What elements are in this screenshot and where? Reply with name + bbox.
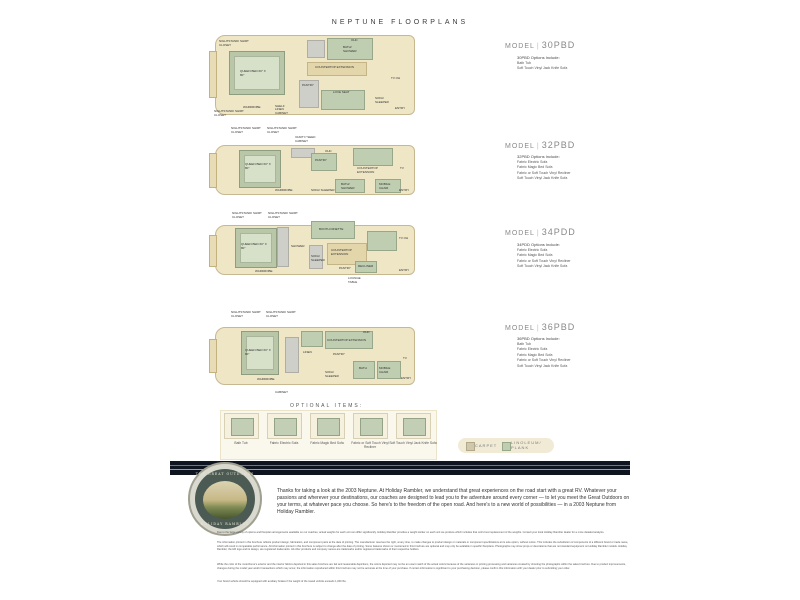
floorplan-36pbd xyxy=(215,327,415,385)
option-swatch-electric-sofa xyxy=(267,413,302,439)
linen-callout: LINEN CABINET xyxy=(275,107,289,115)
fine-print: While the color of the motorhome's exterior and the interior fabrics depicted in this sales brochure are fair and reasonable depictions, the colors depicted may not be an exact match of the actual colors because of the variances in printing processing and variances created by shooting the photographs within the sales brochure. Due to product improvements, changes during the model year and/or transactions which may occur, the information reproduced within this brochure may not be accurate at the time of your purchase. If certain information is significant to your purchasing decision, please confirm this information with your dealer prior to submitting your order. xyxy=(217,563,626,570)
option-swatch-bath-tub xyxy=(224,413,259,439)
sofa-label: SOFA/ SLEEPER xyxy=(325,370,339,378)
wardrobe-label: WARDROBE xyxy=(243,105,261,109)
floor-legend xyxy=(458,438,554,453)
counter-label: COUNTERTOP EXTENSION xyxy=(331,248,352,256)
closet-callout-2: NIGHTSTAND/ SHIRT CLOSET xyxy=(267,126,297,134)
recliner-label: RECLINER xyxy=(358,264,374,268)
dash-label: TV xyxy=(400,166,404,170)
sofa-label: SOFA/ SLEEPER xyxy=(311,254,325,262)
entry-label: ENTRY xyxy=(399,268,410,272)
bedroom-slideout xyxy=(209,51,217,98)
closet-callout: NIGHTSTAND/ SHIRT CLOSET xyxy=(232,211,262,219)
shelf-label: SHELF xyxy=(275,104,285,108)
option-caption: Fabric or Soft Touch Vinyl Recliner xyxy=(351,441,389,449)
bed-label: QUEEN BED 60" X 80" xyxy=(245,348,271,356)
dinette-label: BOOTH DINETTE xyxy=(319,227,344,231)
option-swatch-recliner xyxy=(353,413,388,439)
option-caption: Soft Touch Vinyl Jack Knife Sofa xyxy=(389,441,437,445)
closet-callout: NIGHTSTAND/ SHIRT CLOSET xyxy=(219,39,249,47)
ohc-label: OHC xyxy=(351,38,358,42)
counter-label: COUNTERTOP EXTENSION xyxy=(327,338,367,342)
dash-label: TV OH xyxy=(399,236,409,240)
ohc-label: OHC xyxy=(363,330,370,334)
options-36pbd: 36PBD Options Include: Bath Tub Fabric Electric Sofa Fabric Magic Bed Sofa Fabric or Soft Touch Vinyl Recliner Soft Touch Vinyl Jack Knife Sofa xyxy=(517,336,571,368)
option-caption: Fabric Magic Bed Sofa xyxy=(310,441,344,445)
tile-floor xyxy=(285,337,299,373)
floorplan-34pdd xyxy=(215,225,415,275)
living-area xyxy=(367,231,397,251)
fine-print: Your brand vehicle should be equipped with auxiliary brakes if the weight of the towed vehicle exceeds 1,000 lbs. xyxy=(217,580,347,583)
pantry-label: PANTRY xyxy=(315,158,327,162)
bed-label: QUEEN BED 60" X 80" xyxy=(245,162,271,170)
bath-label: BATH xyxy=(359,366,367,370)
counter-label: COUNTERTOP EXTENSION xyxy=(357,166,378,174)
great-outdoors-emblem xyxy=(188,462,262,536)
option-caption: Bath Tub xyxy=(234,441,248,445)
dash-label: TV OH xyxy=(391,76,401,80)
entry-label: ENTRY xyxy=(401,376,412,380)
options-30pbd: 30PBD Options Include: Bath Tub Soft Touch Vinyl Jack Knife Sofa xyxy=(517,55,568,70)
options-32pbd: 32PBD Options Include: Fabric Electric Sofa Fabric Magic Bed Sofa Fabric or Soft Touch Vinyl Recliner Soft Touch Vinyl Jack Knife Sofa xyxy=(517,154,571,180)
closet xyxy=(307,40,325,58)
model-heading-32pbd: MODEL | 32PBD xyxy=(505,140,576,150)
closet-callout: NIGHTSTAND/ SHIRT CLOSET xyxy=(231,126,261,134)
pantry-label: PANTRY xyxy=(302,83,314,87)
floorplan-30pbd xyxy=(215,35,415,115)
model-heading-34pdd: MODEL | 34PDD xyxy=(505,227,576,237)
closet-callout-2: NIGHTSTAND/ SHIRT CLOSET xyxy=(266,310,296,318)
option-caption: Fabric Electric Sofa xyxy=(269,441,299,445)
floorplan-32pbd xyxy=(215,145,415,195)
fine-print: Due to the large variety of options and floorplan arrangements available on our coaches, actual weights for each unit can differ significantly. Holiday Rambler provides a weight sticker on each unit we produce which includes that unit's best replacement of the weights. Consult your local Holiday Rambler dealer for a more detailed analysis. xyxy=(217,531,605,534)
carpet-swatch-icon xyxy=(466,442,475,451)
shower xyxy=(277,227,289,267)
bed-label: QUEEN BED 60" X 80" xyxy=(240,69,266,77)
sofa-label: SOFA/ SLEEPER xyxy=(375,96,389,104)
legend-carpet: CARPET xyxy=(475,443,498,448)
love-seat-label: LOVE SEAT xyxy=(333,90,350,94)
bath-room xyxy=(301,331,323,347)
wardrobe-label: WARDROBE xyxy=(275,188,293,192)
closet-callout: NIGHTSTAND/ SHIRT CLOSET xyxy=(231,310,261,318)
mobile-label: MOBILE CHAIR xyxy=(379,182,391,190)
vanity-callout: VANITY/ SEED CABINET xyxy=(295,135,316,143)
entry-label: ENTRY xyxy=(399,188,410,192)
emblem-bottom-text: HOLIDAY RAMBLER xyxy=(200,522,250,526)
pantry-label: PANTRY xyxy=(333,352,345,356)
linen-label: LINEN xyxy=(303,350,312,354)
option-swatch-magic-bed xyxy=(310,413,345,439)
lounge-callout: LOUNGE TABLE xyxy=(348,276,361,284)
shower-label: SHOWER xyxy=(291,244,305,248)
fine-print: The information printed in this brochure reflects product design, fabrication, and component parts at the date of printing. The manufacturer reserves the right, at any time, to make changes to product design or materials or component specifications at its sole option, without notice. This includes the substitution of components of a different brand or trade name, which will result in comparable performance. All information printed in this brochure is subject to change after the date of printing. Some features shown or mentioned in this brochure are optional and may only be available in specific floorplans. Photographs may show props or decorations that are not standard equipment on Holiday Rambler models. Holiday Rambler, the HR logo and its design, are registered trademarks. All other products and company names are trademarks and/or registered trademarks of their respective holders. xyxy=(217,541,629,552)
sofa-label: SOFA/ SLEEPER xyxy=(311,188,335,192)
linoleum-swatch-icon xyxy=(502,442,511,451)
bedroom-slideout xyxy=(209,339,217,373)
page-title: NEPTUNE FLOORPLANS xyxy=(331,19,469,26)
optional-items-title: OPTIONAL ITEMS: xyxy=(290,403,364,409)
counter-label: COUNTERTOP EXTENSION xyxy=(315,65,355,69)
bedroom-slideout xyxy=(209,153,217,188)
options-34pdd: 34PDD Options Include: Fabric Electric Sofa Fabric Magic Bed Sofa Fabric or Soft Touch Vinyl Recliner Soft Touch Vinyl Jack Knife Sofa xyxy=(517,242,571,268)
bath-label: BATH/ SHOWER xyxy=(341,182,355,190)
model-heading-30pbd: MODEL | 30PBD xyxy=(505,40,576,50)
wardrobe-label: WARDROBE xyxy=(255,269,273,273)
dash-label: TV xyxy=(403,356,407,360)
cabinet-callout: CABINET xyxy=(275,390,289,394)
bath-label: BATH/ SHOWER xyxy=(343,45,357,53)
bed-label: QUEEN BED 60" X 80" xyxy=(241,242,267,250)
pantry-label: PANTRY xyxy=(339,266,351,270)
entry-label: ENTRY xyxy=(395,106,406,110)
mobile-label: MOBILE CHAIR xyxy=(379,366,391,374)
closet-callout-2: NIGHTSTAND/ SHIRT CLOSET xyxy=(268,211,298,219)
bedroom-slideout xyxy=(209,235,217,267)
legend-linoleum: LINOLEUM/ PLANK xyxy=(511,440,542,450)
emblem-top-text: THE GREAT OUTDOORS xyxy=(195,472,255,476)
thanks-paragraph: Thanks for taking a look at the 2003 Neptune. At Holiday Rambler, we understand that great experiences on the road start with a great RV. Whatever your passions and wherever your destinations, our coaches are designed to lead you to the adventure around every corner — to let you meet the Great Outdoors on your terms, at whatever pace you choose. So here's to the freedom of the open road. And here's to a new world of possibilities — in a 2003 Neptune from Holiday Rambler. xyxy=(277,488,630,515)
galley xyxy=(353,148,393,166)
model-heading-36pbd: MODEL | 36PBD xyxy=(505,322,576,332)
ohc-label: OHC xyxy=(325,149,332,153)
closet-callout-2: NIGHTSTAND/ SHIRT CLOSET xyxy=(214,109,244,117)
option-swatch-jackknife xyxy=(396,413,431,439)
wardrobe-label: WARDROBE xyxy=(257,377,275,381)
